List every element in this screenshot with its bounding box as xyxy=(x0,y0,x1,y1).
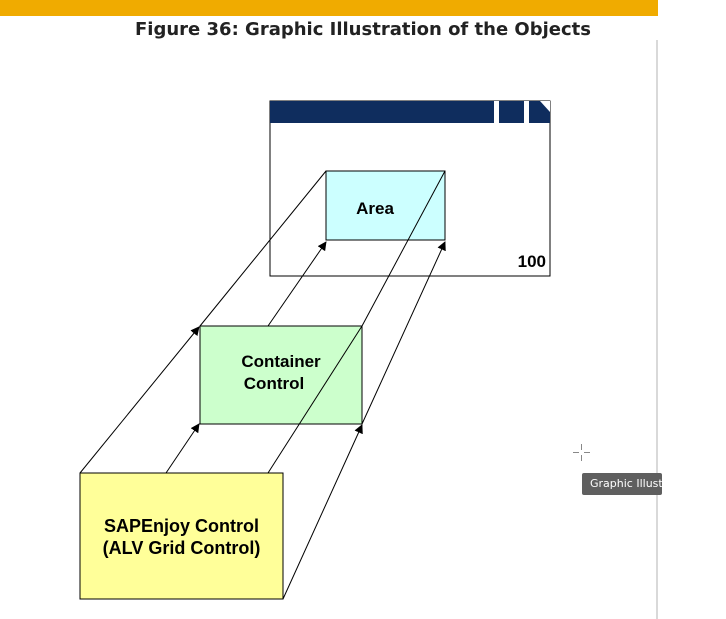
crosshair-cursor-icon xyxy=(573,444,590,461)
image-tooltip: Graphic Illustra xyxy=(582,473,662,495)
sapenjoy-label-line1: SAPEnjoy Control xyxy=(103,516,259,536)
screen-number-label: 100 xyxy=(517,252,546,271)
sapenjoy-control-label xyxy=(80,515,283,559)
projection-line xyxy=(283,425,362,599)
projection-line xyxy=(166,424,199,473)
window-titlebar xyxy=(270,101,550,123)
window-button-separator-1 xyxy=(494,101,499,123)
sapenjoy-label-line2: (ALV Grid Control) xyxy=(102,538,261,558)
window-button-separator-2 xyxy=(524,101,529,123)
container-label-line1: Container xyxy=(241,352,321,371)
figure-title: Figure 36: Graphic Illustration of the Objects xyxy=(135,19,591,40)
container-label-line2: Control xyxy=(243,374,305,393)
area-label: Area xyxy=(356,199,394,218)
container-control-label xyxy=(200,351,362,395)
